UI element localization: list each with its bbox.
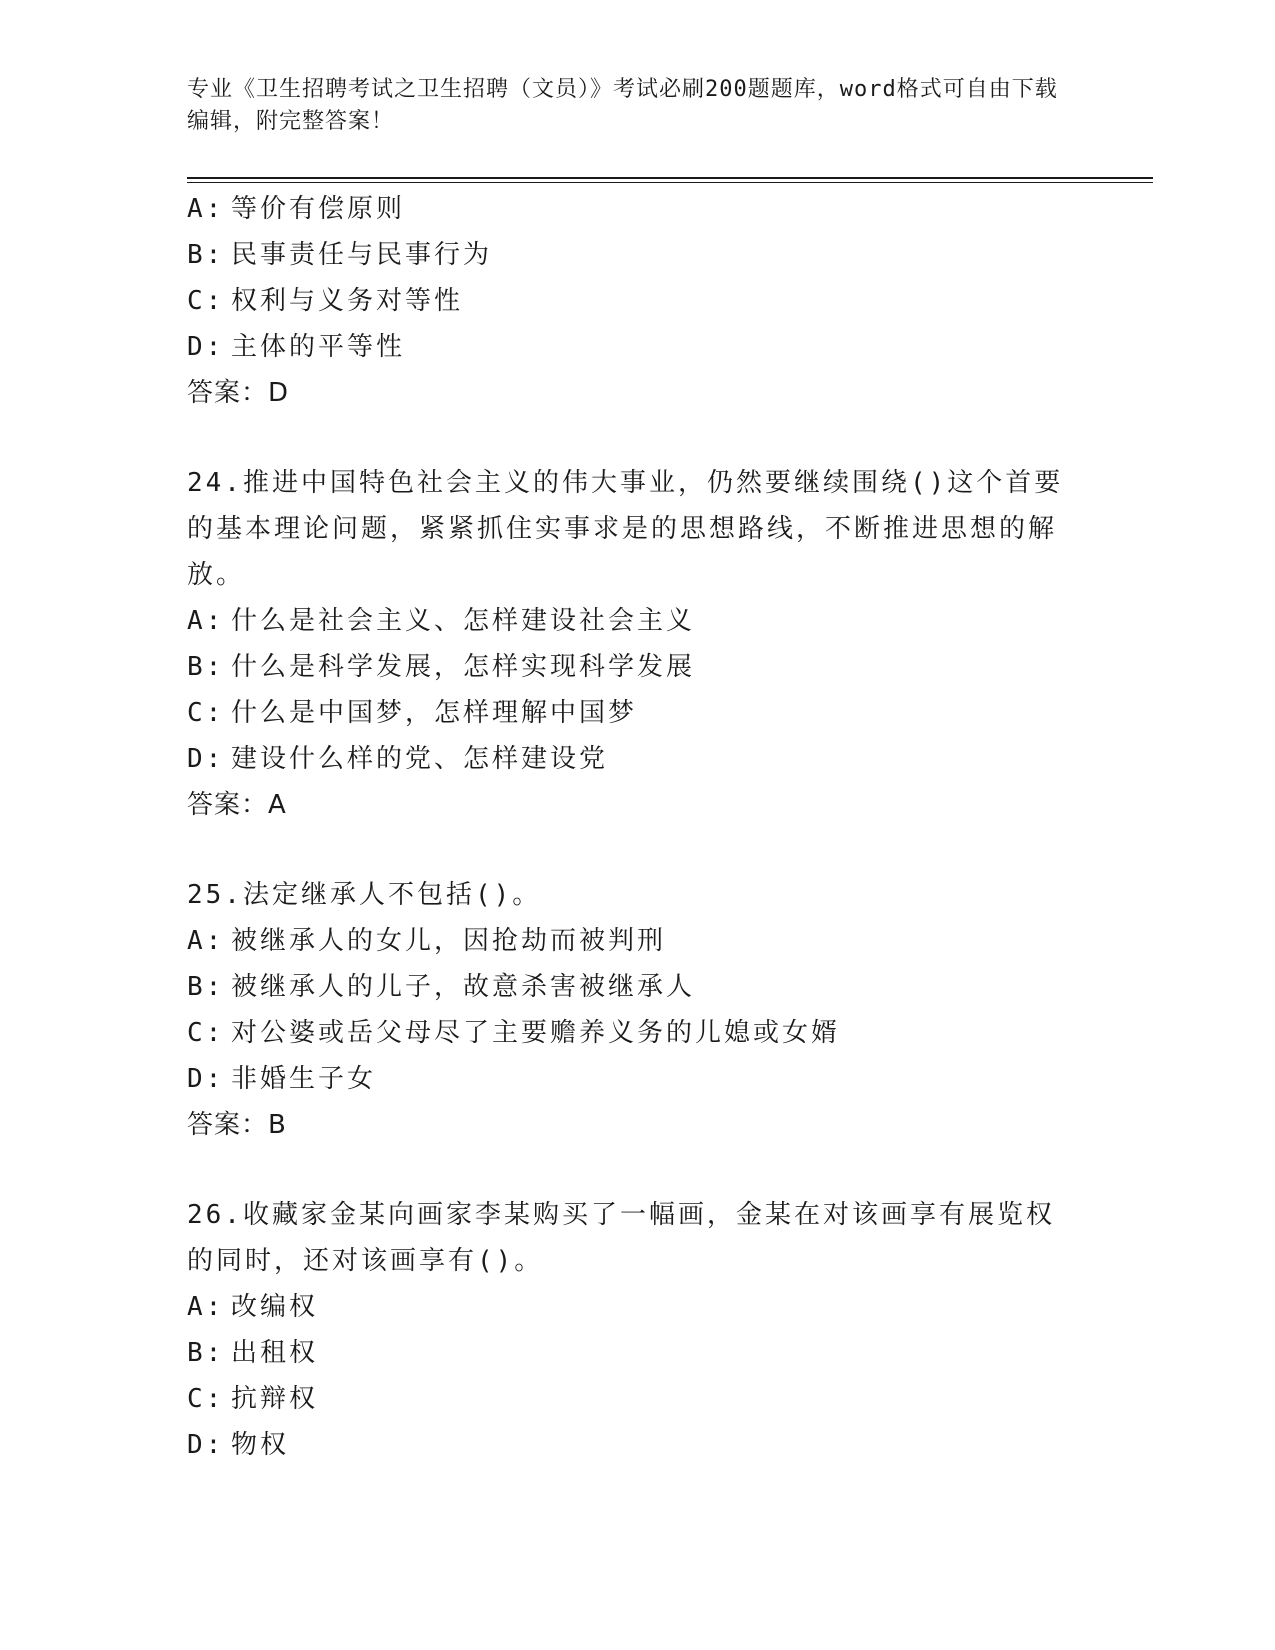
option-text: 抗辩权 [231,1384,319,1414]
option-text: 物权 [231,1430,290,1460]
option-key: A: [187,606,225,636]
option-a [187,186,1087,232]
option-a [187,1284,1087,1330]
question-24 [187,460,1087,828]
option-text: 什么是社会主义、怎样建设社会主义 [231,606,696,636]
option-text: 对公婆或岳父母尽了主要赡养义务的儿媳或女婿 [231,1018,841,1048]
option-d [187,324,1087,370]
question-23 [187,186,1087,416]
option-text: 主体的平等性 [231,332,406,362]
question-25 [187,872,1087,1148]
option-key: A: [187,194,225,224]
option-key: C: [187,1018,225,1048]
option-key: B: [187,972,225,1002]
option-text: 非婚生子女 [231,1064,377,1094]
option-key: B: [187,1338,225,1368]
answer: 答案：A [187,790,287,820]
option-key: B: [187,240,225,270]
option-key: A: [187,926,225,956]
option-key: C: [187,698,225,728]
option-d [187,1056,1087,1102]
option-c [187,1376,1087,1422]
option-key: C: [187,1384,225,1414]
option-text: 出租权 [231,1338,319,1368]
option-a [187,918,1087,964]
option-text: 权利与义务对等性 [231,286,464,316]
option-text: 被继承人的儿子，故意杀害被继承人 [231,972,696,1002]
option-d [187,1422,1087,1468]
question-stem: 25.法定继承人不包括()。 [187,880,542,910]
answer: 答案：D [187,378,290,408]
option-c [187,278,1087,324]
option-key: C: [187,286,225,316]
option-text: 什么是中国梦，怎样理解中国梦 [231,698,638,728]
option-b [187,964,1087,1010]
option-key: D: [187,332,225,362]
option-key: A: [187,1292,225,1322]
option-c [187,690,1087,736]
option-key: D: [187,744,225,774]
option-b [187,644,1087,690]
option-text: 被继承人的女儿，因抢劫而被判刑 [231,926,667,956]
document-header [187,74,1067,138]
question-26 [187,1192,1087,1468]
answer: 答案：B [187,1110,287,1140]
option-b [187,232,1087,278]
header-rule-thick [187,177,1153,179]
option-text: 改编权 [231,1292,319,1322]
option-key: D: [187,1064,225,1094]
option-key: B: [187,652,225,682]
option-text: 民事责任与民事行为 [231,240,493,270]
option-b [187,1330,1087,1376]
question-list [187,186,1087,1468]
question-stem: 26.收藏家金某向画家李某购买了一幅画，金某在对该画享有展览权的同时，还对该画享有()。 [187,1200,1055,1276]
question-stem: 24.推进中国特色社会主义的伟大事业，仍然要继续围绕()这个首要的基本理论问题，紧紧抓住实事求是的思想路线，不断推进思想的解放。 [187,468,1064,590]
option-text: 什么是科学发展，怎样实现科学发展 [231,652,696,682]
header-rule-thin [187,182,1153,183]
header-text: 专业《卫生招聘考试之卫生招聘（文员）》考试必刷200题题库，word格式可自由下载编辑，附完整答案！ [187,77,1058,134]
option-d [187,736,1087,782]
option-text: 等价有偿原则 [231,194,406,224]
option-a [187,598,1087,644]
option-c [187,1010,1087,1056]
option-text: 建设什么样的党、怎样建设党 [231,744,609,774]
option-key: D: [187,1430,225,1460]
